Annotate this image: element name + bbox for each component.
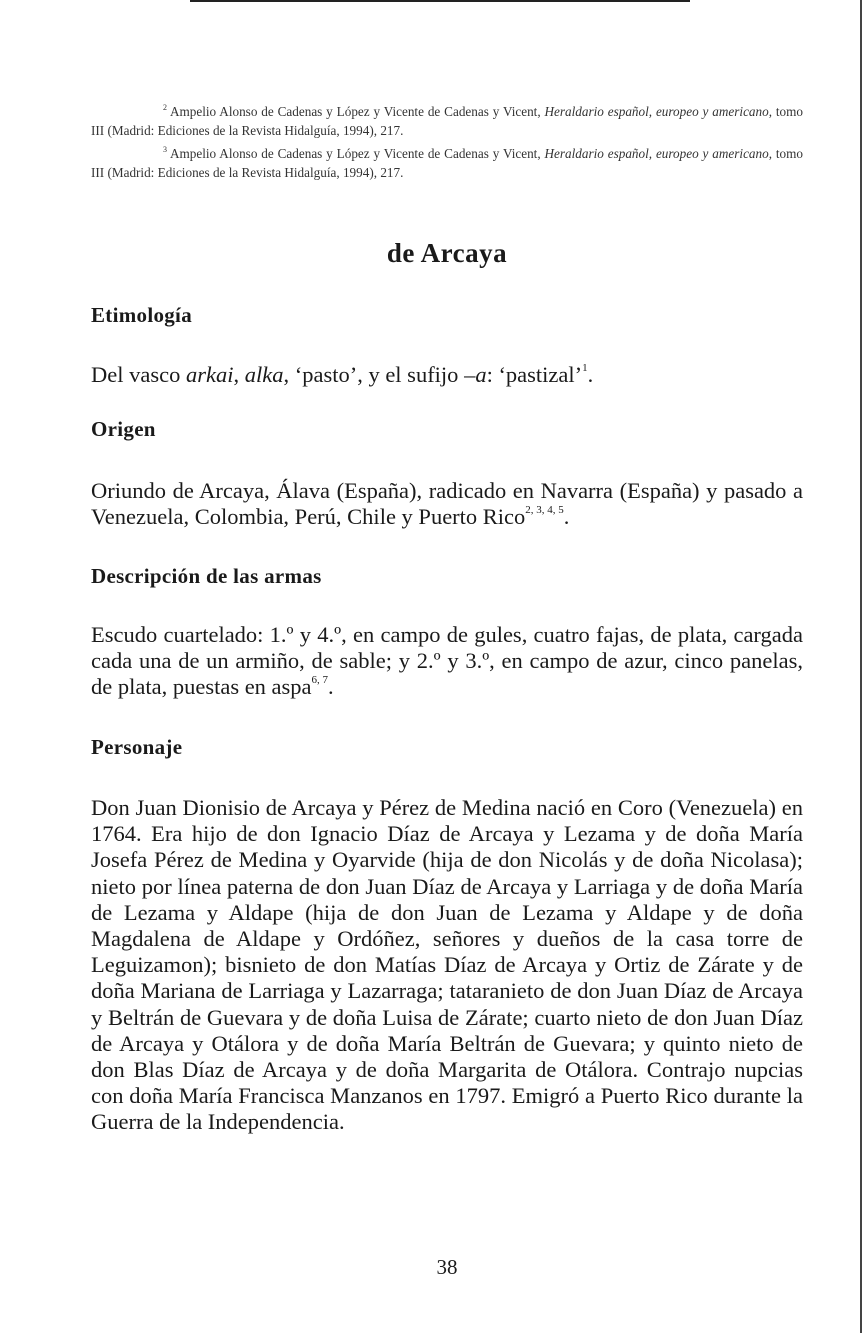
footnote-book-title: Heraldario español, europeo y americano bbox=[544, 104, 769, 119]
text-run: , ‘pasto’, y el sufijo bbox=[283, 362, 465, 387]
paragraph-origen bbox=[91, 478, 803, 530]
footnote-text-end: , tomo III (Madrid: Ediciones de la Revista Hidalguía, 1994), 217. bbox=[91, 146, 803, 180]
footnote-ref: 6, 7 bbox=[311, 674, 329, 687]
paragraph-armas bbox=[91, 622, 803, 701]
footnote-2 bbox=[91, 98, 803, 140]
text-run: , bbox=[233, 362, 245, 387]
italic-term: –a bbox=[464, 362, 487, 387]
text-run: . bbox=[563, 504, 570, 530]
footnote-text: Ampelio Alonso de Cadenas y López y Vicente de Cadenas y Vicent, bbox=[170, 104, 545, 119]
heading-personaje: Personaje bbox=[91, 735, 183, 759]
top-border-line bbox=[190, 0, 690, 2]
text-run: : ‘pastizal’ bbox=[486, 362, 583, 387]
heading-origen: Origen bbox=[91, 417, 156, 441]
footnote-ref: 1 bbox=[582, 362, 588, 374]
footnote-marker: 2 bbox=[163, 103, 167, 112]
footnote-marker: 3 bbox=[163, 145, 167, 154]
surname-title: de Arcaya bbox=[386, 238, 508, 268]
text-run: Oriundo de Arcaya, Álava (España), radicado en Navarra (España) y pasado a Venezuela, Colombia, Perú, Chile y Puerto Rico bbox=[91, 478, 803, 530]
heading-armas: Descripción de las armas bbox=[91, 564, 322, 588]
paragraph-personaje: Don Juan Dionisio de Arcaya y Pérez de Medina nació en Coro (Venezuela) en 1764. Era hijo de don Ignacio Díaz de Arcaya y Lezama y de doña María Josefa Pérez de Medina y Oyarvide (hija de don Nicolás y de doña Nicolasa); nieto por línea paterna de don Juan Díaz de Arcaya y Larriaga y de doña María de Lezama y Aldape (hija de don Juan de Lezama y Aldape y de doña Magdalena de Aldape y Ordóñez, señores y dueños de la casa torre de Leguizamon); bisnieto de don Matías Díaz de Arcaya y Ortiz de Zárate y de doña Mariana de Larriaga y Lazarraga; tataranieto de don Juan Díaz de Arcaya y Beltrán de Guevara y de doña Luisa de Zárate; cuarto nieto de don Juan Díaz de Arcaya y Otálora y de doña María Beltrán de Guevara; y quinto nieto de don Blas Díaz de Arcaya y de doña Margarita de Otálora. Contrajo nupcias con doña María Francisca Manzanos en 1797. Emigró a Puerto Rico durante la Guerra de la Independencia. bbox=[91, 795, 803, 1135]
heading-etimologia: Etimología bbox=[91, 303, 192, 327]
text-run: . bbox=[587, 362, 594, 387]
italic-term: arkai bbox=[185, 362, 234, 387]
text-run: Escudo cuartelado: 1.º y 4.º, en campo de gules, cuatro fajas, de plata, cargada cada una de un armiño, de sable; y 2.º y 3.º, en campo de azur, cinco panelas, de plata, puestas en aspa bbox=[91, 622, 803, 700]
page-number: 38 bbox=[436, 1255, 458, 1279]
paragraph-etimologia bbox=[91, 362, 803, 388]
right-border-line bbox=[860, 0, 862, 1333]
footnote-book-title: Heraldario español, europeo y americano bbox=[544, 146, 769, 161]
footnote-text-end: , tomo III (Madrid: Ediciones de la Revista Hidalguía, 1994), 217. bbox=[91, 104, 803, 138]
text-run: Del vasco bbox=[91, 362, 186, 387]
text-run: . bbox=[328, 674, 334, 700]
footnote-text: Ampelio Alonso de Cadenas y López y Vicente de Cadenas y Vicent, bbox=[170, 146, 545, 161]
italic-term: alka bbox=[244, 362, 284, 387]
footnote-3 bbox=[91, 140, 803, 182]
footnote-ref: 2, 3, 4, 5 bbox=[525, 504, 564, 517]
footnotes bbox=[91, 98, 803, 182]
